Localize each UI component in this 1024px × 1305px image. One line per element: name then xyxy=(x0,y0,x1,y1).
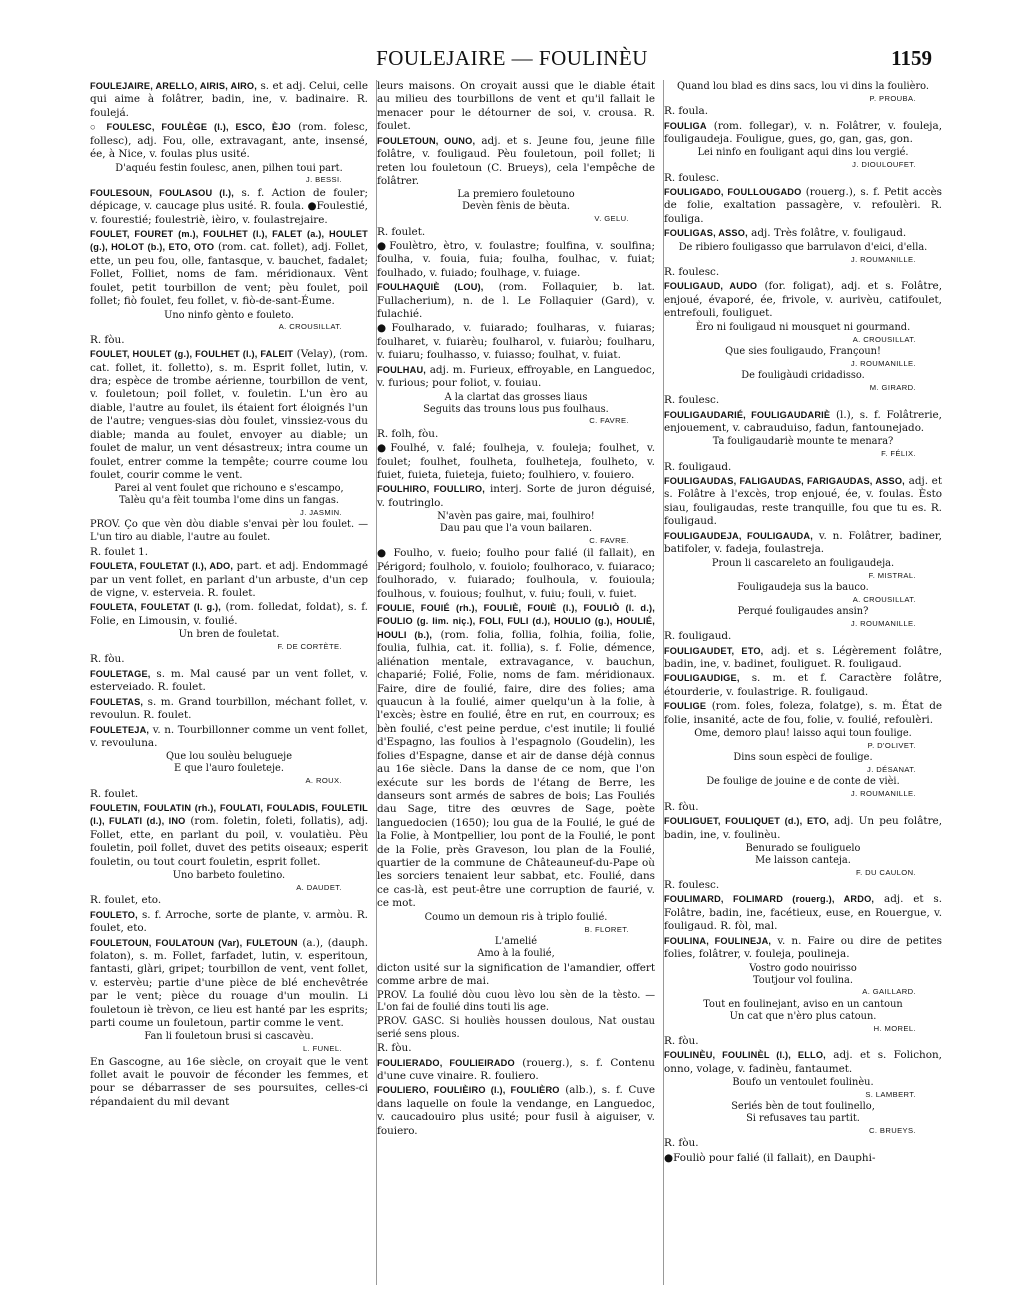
quote-author: A. GAILLARD. xyxy=(862,987,916,997)
dictionary-entry xyxy=(664,1152,942,1165)
quote-line: Que lou soulèu belugueje xyxy=(165,751,293,763)
citation-quote xyxy=(96,870,362,892)
quote-author: A. CROUSILLAT. xyxy=(852,594,916,604)
entry-definition: s. f. Action de fouler; dépicage, v. caucage plus usité. R. foula. ●Foulestié, v. fourestié; foulestriè, ièiro, v. foulastrejaire. xyxy=(90,186,368,226)
quote-author: V. GELU. xyxy=(594,214,629,224)
quote-line: Coumo un demoun ris à triplo foulié. xyxy=(424,911,608,923)
quote-line: D'aquéu festin foulesc, anen, pilhen toui part. xyxy=(115,162,343,174)
dictionary-entry xyxy=(377,80,655,134)
dictionary-entry xyxy=(377,364,655,391)
entry-headword: FOULIGAUDAS, FALIGAUDAS, FARIGAUDAS, ASSO, xyxy=(664,476,905,487)
entry-headword: FOULIERO, FOULIÈIRO (l.), FOULIÈRO xyxy=(377,1085,560,1096)
citation-quote xyxy=(670,436,936,458)
entry-definition: (rom. follegar), v. n. Folâtrer, v. fouleja, fouligaudeja. Fouligue, gues, go, gan, gas, gon. xyxy=(664,119,942,146)
quote-line: Un cat que n'èro plus catoun. xyxy=(729,1010,877,1022)
quote-line: De fouligàudi cridadisso. xyxy=(741,370,865,381)
entry-definition: ●Fouliò pour falié (il fallait), en Dauphi- xyxy=(664,1151,876,1164)
entry-headword: FOULETIN, FOULATIN (rh.), FOULATI, FOULADIS, FOULETIL (l.), FULATI (d.), INO xyxy=(90,802,368,827)
dictionary-entry xyxy=(664,700,942,727)
quote-line: Ome, demoro plau! laisso aqui toun foulige. xyxy=(694,728,912,740)
etymology-reference: R. fòu. xyxy=(664,1137,699,1150)
quote-line: Parei al vent foulet que richouno e s'escampo, xyxy=(114,483,344,495)
entry-definition: (rom. foles, foleza, folatge), s. m. État de folie, insanité, acte de fou, folie, v. foulié, refoulèri. xyxy=(664,700,942,726)
quote-author: C. BRUEYS. xyxy=(868,1126,916,1136)
dictionary-entry xyxy=(90,724,368,751)
proverb: PROV. GASC. Si houliès houssen doulous, Nat oustau serié sens plous. xyxy=(377,1015,655,1040)
page-title: FOULEJAIRE — FOULINÈU xyxy=(376,46,648,70)
dictionary-entry xyxy=(664,409,942,436)
dictionary-entry xyxy=(377,1057,655,1084)
page-number: 1159 xyxy=(891,46,932,70)
etymology-reference: R. foulet. xyxy=(377,225,426,238)
entry-definition: (a.), (dauph. folaton), s. m. Follet, farfadet, lutin, v. esperitoun, fantasti, glàri, gripet; tourbillon de vent, vent follet, v. estervèu; partie d'une pièce de blé enchevêtrée par le vent; pièce du rouage d'un moulin. Li fouletoun iè trèvon, ce lieu est hanté par les esprits; parti coume un fouletoun, partir comme le vent. xyxy=(90,936,368,1030)
quote-author: A. CROUSILLAT. xyxy=(278,322,342,332)
citation-quote xyxy=(96,163,362,185)
entry-headword: FOULETA, FOULETAT (l.), ADO, xyxy=(90,561,234,572)
entry-definition: (rouerg.), s. f. Petit accès de folie, exaltation passagère, v. refoulèri. R. fouliga. xyxy=(664,186,942,225)
citation-quote xyxy=(670,843,936,877)
dictionary-entry xyxy=(90,696,368,723)
quote-line: A la clartat das grosses liaus xyxy=(444,391,588,403)
quote-line: La premiero fouletouno xyxy=(457,189,575,201)
entry-definition: (rom. folia, follia, folhia, foilia, folie, foulia, fulhia, cat. it. follia), s. f. Folie, démence, aliénation mentale, extravagance, v. bauchun, chaparié; Folié, Folie, noms de fam. méridionaux. Faire, dire de foulié, faire, dire des folies; ama quaucun à la foulié, aimer quelqu'un à la folie, à l'excès; èstre en foulié, être en rut, en courroux; es bèn foulié, c'est peine perdue, c'est inutile; li foulié d'Espagno, las foulios à l'espagnolo (Goudelin), les folies d'Espagne, danse et air de danse déjà connus au 16e siècle. Dans la danse de ce nom, que l'on exécute sur les bords de l'étang de Berre, les danseurs sont armés de sabres de bois; Las Fouliés dau Sage, titre des œuvres de Sage, poète languedocien (1650); lou gua de la Foulié, le gué de la Folie, à Montpellier, lou pont de la Foulié, le pont de la Folie, près Graveson, lou plan de la Foulié, quartier de la commune de Châteauneuf-du-Pape où les sorciers tenaient leur sabbat, etc. Foulié, dans ce cas-là, est peut-être une corruption de faurié, v. ce mot. xyxy=(377,628,655,910)
quote-author: J. JASMIN. xyxy=(300,508,342,518)
quote-line: Boufo un ventoulet foulinèu. xyxy=(732,1077,874,1089)
quote-line: Quand lou blad es dins sacs, lou vi dins la foulièro. xyxy=(677,81,929,92)
citation-quote xyxy=(670,370,936,392)
citation-quote xyxy=(383,189,649,223)
dictionary-entry xyxy=(377,962,655,989)
entry-headword: FOULIGA xyxy=(664,120,707,131)
entry-definition: (rom. cat. follet), adj. Follet, ette, un peu fou, olle, fantasque, v. bauchet, fadalet; Follet, Folliet, noms de fam. méridionaux. Vènt foulet, petit tourbillon de vent; pèu foulet, poil follet; fiò foulet, feu follet, v. fiò-de-sant-Éume. xyxy=(90,241,368,308)
running-header xyxy=(0,40,1024,80)
entry-headword: FOULHAU, xyxy=(377,364,427,375)
entry-definition: adj. Un peu folâtre, badin, ine, v. foulinèu. xyxy=(664,815,942,841)
entry-headword: FOULIGAUDEJA, FOULIGAUDA, xyxy=(664,530,813,541)
entry-headword: FOULHAQUIÈ (LOU), xyxy=(377,282,484,293)
quote-line: Tout en foulinejant, aviso en un cantoun xyxy=(703,998,903,1010)
entry-definition: (rom. Follaquier, b. lat. Fullacherium), n. de l. Le Follaquier (Gard), v. fulachié. xyxy=(377,281,655,321)
entry-headword: FOULETAS, xyxy=(90,696,144,707)
dictionary-entry xyxy=(664,935,942,962)
dictionary-entry xyxy=(664,280,942,320)
quote-line: Que sies fouligaudo, Françoun! xyxy=(725,345,881,357)
etymology-reference: R. foulet. xyxy=(90,787,139,800)
etymology-reference: R. fòu. xyxy=(377,1042,412,1055)
entry-headword: FOULIGAUD, AUDO xyxy=(664,281,758,292)
quote-line: Perqué fouligaudes ansin? xyxy=(737,605,869,617)
entry-definition: ●Foulharado, v. fuiarado; foulharas, v. fuiaras; foulharet, v. fuiarèu; foulharol, v. fuiaròu; foulharu, v. fuiaru; foulhasso, v. fuiasso; foulhat, v. fuiat. xyxy=(377,322,655,362)
quote-author: S. LAMBERT. xyxy=(865,1090,916,1100)
quote-author: J. BESSI. xyxy=(305,175,342,185)
entry-definition: (rouerg.), s. f. Contenu d'une cuve vinaire. R. fouliero. xyxy=(377,1056,655,1082)
quote-line: E que l'auro fouleteje. xyxy=(174,763,284,775)
dictionary-entry xyxy=(664,1049,942,1076)
etymology-reference: R. foulet, eto. xyxy=(90,894,162,907)
entry-headword: FOULIGAUDET, ETO, xyxy=(664,645,764,656)
etymology-reference: R. fòu. xyxy=(664,800,699,813)
citation-quote xyxy=(96,1031,362,1053)
quote-line: Vostro godo nouirisso xyxy=(749,962,857,974)
dictionary-entry xyxy=(377,547,655,601)
citation-quote xyxy=(670,963,936,997)
entry-headword: FOULINA, FOULINEJA, xyxy=(664,935,772,946)
dictionary-entry xyxy=(90,909,368,936)
quote-author: P. PROUBA. xyxy=(869,93,916,103)
quote-line: Benurado se fouliguelo xyxy=(745,842,861,854)
entry-headword: FOULETOUN, FOULATOUN (Var), FULETOUN xyxy=(90,937,298,948)
entry-definition: En Gascogne, au 16e siècle, on croyait que le vent follet avait le pouvoir de féconder les femmes, et pour se débarrasser de ses poursuites, celles-ci répandaient du mil devant xyxy=(90,1055,368,1108)
entry-definition: adj. m. Furieux, effroyable, en Languedoc, v. furious; pour foliot, v. fouiau. xyxy=(377,363,655,390)
citation-quote xyxy=(383,511,649,545)
citation-quote xyxy=(670,81,936,103)
etymology-reference: R. foulesc. xyxy=(664,171,720,184)
quote-author: C. FAVRE. xyxy=(589,416,629,426)
entry-definition: s. m. Mal causé par un vent follet, v. esterveiado. R. foulet. xyxy=(90,667,368,694)
column-right xyxy=(663,80,942,1285)
citation-quote xyxy=(670,147,936,169)
dictionary-entry xyxy=(377,240,655,280)
quote-author: C. FAVRE. xyxy=(589,536,629,546)
dictionary-entry xyxy=(664,475,942,529)
etymology-reference: R. foulet 1. xyxy=(90,545,149,558)
quote-author: J. ROUMANILLE. xyxy=(850,254,916,264)
dictionary-entry xyxy=(90,601,368,628)
entry-definition: adj. et s. Légèrement folâtre, badin, ine, v. badinet, fouliguet. R. fouligaud. xyxy=(664,644,942,670)
entry-definition: adj. et s. Jeune fou, jeune fille folâtre, v. fouligaud. Pèu fouletoun, poil follet; li reten lou fouletoun (C. Brueys), cela l'empêche de folâtrer. xyxy=(377,134,655,187)
entry-headword: FOULIGE xyxy=(664,701,707,712)
quote-line: Seriés bèn de tout foulinello, xyxy=(731,1101,875,1113)
quote-author: J. DÉSANAT. xyxy=(867,765,916,775)
text-columns xyxy=(90,80,942,1285)
etymology-reference: R. fòu. xyxy=(664,1034,699,1047)
quote-line: Uno barbeto fouletino. xyxy=(172,870,286,882)
entry-definition: (rom. folesc, follesc), adj. Fou, olle, extravagant, ante, insensé, ée, à Nice, v. foulas plus usité. xyxy=(90,121,368,161)
dictionary-entry xyxy=(664,815,942,842)
quote-author: F. MISTRAL. xyxy=(868,570,916,580)
dictionary-entry xyxy=(377,322,655,362)
dictionary-entry xyxy=(664,530,942,557)
quote-line: Dau pau que l'a voun bailaren. xyxy=(439,523,593,535)
quote-author: M. GIRARD. xyxy=(869,382,916,392)
citation-quote xyxy=(670,752,936,774)
entry-headword: FOULIERADO, FOULIEIRADO xyxy=(377,1057,515,1068)
entry-definition: ●Foulètro, ètro, v. foulastre; foulfina, v. soulfina; foulha, v. fouia, fuia; foulha, foulhac, v. fuiat; foulhado, v. fuiado; foulhage, v. fuiage. xyxy=(377,239,655,279)
quote-author: J. ROUMANILLE. xyxy=(850,618,916,628)
dictionary-entry xyxy=(664,893,942,933)
dictionary-entry xyxy=(90,668,368,695)
column-middle xyxy=(376,80,655,1285)
entry-headword: FOULIE, FOUIÉ (rh.), FOULIÈ, FOUIÈ (l.), FOULIÒ (l. d.), FOULIO (g. lim. niç.), FOLI, FULI (d.), HOULIO (g.), HOULIÉ, HOULI (b.), xyxy=(377,603,655,640)
quote-line: Amo à la foulié, xyxy=(477,947,555,959)
quote-line: Dins soun espèci de foulige. xyxy=(733,752,873,764)
quote-line: Fouligaudeja sus la bauco. xyxy=(737,581,869,593)
dictionary-entry xyxy=(377,602,655,911)
quote-author: F. DE CORTÈTE. xyxy=(277,642,342,652)
dictionary-entry xyxy=(90,228,368,309)
proverb: PROV. Ço que vèn dòu diable s'envai pèr lou foulet. — L'un tiro au diable, l'autre au foulet. xyxy=(90,519,368,544)
dictionary-entry xyxy=(664,120,942,147)
entry-definition: s. m. et f. Caractère folâtre, étourderie, v. foulastrige. R. fouligaud. xyxy=(664,672,942,698)
entry-definition: (for. foligat), adj. et s. Folâtre, enjoué, évaporé, ée, frivole, v. aurivèu, catifoulet, entrefouli, fouliguet. xyxy=(664,280,942,320)
proverb: PROV. La foulié dòu cuou lèvo lou sèn de la tèsto. — L'on fai de foulié dins touti lis age. xyxy=(377,989,655,1014)
entry-headword: FOULETO, xyxy=(90,909,138,920)
quote-line: Proun li cascareleto an fouligaudeja. xyxy=(711,557,895,569)
dictionary-entry xyxy=(90,937,368,1031)
etymology-reference: R. fòu. xyxy=(90,653,125,666)
entry-definition: dicton usité sur la signification de l'amandier, offert comme arbre de mai. xyxy=(377,961,655,988)
etymology-reference: R. fòu. xyxy=(90,333,125,346)
entry-headword: FOULESOUN, FOULASOU (l.), xyxy=(90,187,234,198)
entry-definition: ● Foulho, v. fueio; foulho pour falié (il fallait), en Périgord; foulholo, v. fouiolo; foulhoraco, v. fuiaraco; foulhorado, v. fuiarado; foulhoula, v. fouioula; foulhous, v. fouious; foulhut, v. fuiu; fouli, v. fuiet. xyxy=(377,547,655,600)
citation-quote xyxy=(670,322,936,344)
entry-headword: FOULIGUET, FOULIQUET (d.), ETO, xyxy=(664,816,830,827)
entry-definition: (Velay), (rom. cat. follet, it. folletto), s. m. Esprit follet, lutin, v. dra; espèce de trombe aérienne, tourbillon de vent, v. fouletoun; poil follet, v. fouletin. L'un èro au diable, l'autre au foulet, ils étaient fort éloignés l'un de l'autre; vengues-sias dòu foulet, vinssiez-vous du diable; manda au foulet, envoyer au diable; un foulet de malur, un vent désastreux; intra coume un foulet, entrer comme la tempête; courre coume lou foulet, courir comme le vent. xyxy=(90,348,368,481)
quote-author: P. D'OLIVET. xyxy=(867,741,916,751)
dictionary-entry xyxy=(664,227,942,240)
entry-definition: v. n. Tourbillonner comme un vent follet, v. revouluna. xyxy=(90,723,368,749)
entry-headword: FOULIGAS, ASSO, xyxy=(664,228,748,239)
quote-line: Devèn fènis de bèuta. xyxy=(462,201,570,213)
entry-definition: adj. et s. Folichon, onno, volage, v. fadinèu, fantaumet. xyxy=(664,1049,942,1075)
citation-quote xyxy=(670,776,936,798)
etymology-reference: R. foulesc. xyxy=(664,265,720,278)
dictionary-entry xyxy=(90,348,368,482)
dictionary-entry xyxy=(90,121,368,161)
entry-headword: FOULETAGE, xyxy=(90,668,151,679)
entry-definition: v. n. Faire ou dire de petites folies, folâtrer, v. fouleja, poulineja. xyxy=(664,934,942,961)
entry-definition: s. m. Grand tourbillon, méchant follet, v. revoulun. R. foulet. xyxy=(90,695,368,722)
citation-quote xyxy=(670,242,936,264)
quote-line: Lei ninfo en fouligant aqui dins lou vergié. xyxy=(697,147,909,159)
quote-line: Fan li fouletoun brusi si cascavèu. xyxy=(144,1031,314,1043)
etymology-reference: R. folh, fòu. xyxy=(377,427,439,440)
quote-author: H. MOREL. xyxy=(873,1023,916,1033)
entry-definition: leurs maisons. On croyait aussi que le diable était au milieu des tourbillons de vent et qu'il fallait le menacer pour le détourner de soi, v. crousa. R. foulet. xyxy=(377,80,655,133)
dictionary-entry xyxy=(377,1084,655,1138)
entry-headword: FOULETA, FOULETAT (l. g.), xyxy=(90,602,222,613)
entry-headword: ○ FOULESC, FOULÈGE (l.), ESCO, ÈJO xyxy=(90,122,291,133)
dictionary-entry xyxy=(377,483,655,510)
entry-definition: s. et adj. Celui, celle qui aime à folâtrer, badin, ine, v. badinaire. R. foulejá. xyxy=(90,80,368,119)
dictionary-entry xyxy=(90,187,368,227)
entry-headword: FOULETOUN, OUNO, xyxy=(377,135,476,146)
quote-author: L. FUNEL. xyxy=(302,1044,342,1054)
entry-headword: FOULHIRO, FOULLIRO, xyxy=(377,484,486,495)
entry-headword: FOULET, HOULET (g.), FOULHET (l.), FALEIT xyxy=(90,349,294,360)
quote-author: J. DIOULOUFET. xyxy=(852,160,916,170)
dictionary-entry xyxy=(90,80,368,120)
etymology-reference: R. foulesc. xyxy=(664,394,720,407)
entry-definition: adj. et s. Folâtre, badin, ine, facétieux, euse, en Rouergue, v. fouligaud. R. fòl, mal. xyxy=(664,893,942,933)
dictionary-entry xyxy=(664,645,942,672)
quote-author: F. FÉLIX. xyxy=(881,449,916,459)
citation-quote xyxy=(383,936,649,960)
citation-quote xyxy=(96,751,362,785)
entry-headword: FOULINÈU, FOULINÈL (l.), ELLO, xyxy=(664,1050,826,1061)
citation-quote xyxy=(670,1077,936,1099)
quote-line: Ta fouligaudariè mounte te menara? xyxy=(712,436,894,448)
citation-quote xyxy=(383,392,649,426)
etymology-reference: R. fouligaud. xyxy=(664,630,732,643)
entry-headword: FOULEJAIRE, ARELLO, AIRIS, AIRO, xyxy=(90,81,258,91)
entry-headword: FOULIGAUDARIÉ, FOULIGAUDARIÈ xyxy=(664,409,831,420)
citation-quote xyxy=(383,912,649,934)
quote-line: Toutjour vol foulina. xyxy=(752,974,853,986)
etymology-reference: R. fouligaud. xyxy=(664,460,732,473)
dictionary-entry xyxy=(377,281,655,321)
citation-quote xyxy=(96,310,362,332)
entry-definition: adj. Très folâtre, v. fouligaud. xyxy=(751,227,907,240)
citation-quote xyxy=(670,558,936,580)
entry-definition: part. et adj. Endommagé par un vent follet, en parlant d'un arbuste, d'un cep de vigne, v. esterveia. R. foulet. xyxy=(90,560,368,599)
quote-line: L'amelié xyxy=(494,935,538,947)
entry-definition: (l.), s. f. Folâtrerie, enjouement, v. cabrauduiso, fadun, fantounejado. xyxy=(664,408,942,435)
quote-author: A. CROUSILLAT. xyxy=(852,334,916,344)
entry-headword: FOULETEJA, xyxy=(90,724,150,735)
quote-author: A. DAUDET. xyxy=(296,882,342,892)
citation-quote xyxy=(96,483,362,517)
quote-line: De foulige de jouine e de conte de vièi. xyxy=(706,776,900,788)
dictionary-entry xyxy=(90,1056,368,1110)
dictionary-entry xyxy=(377,442,655,482)
entry-definition: (rom. foletin, foleti, follatis), adj. Follet, ette, en parlant du poil, v. voulatièu. Pèu fouletin, poil follet, duvet des petits oiseaux; esperit fouletin, ou tout court fouletin, esprit follet. xyxy=(90,815,368,868)
quote-line: Seguits das trouns lous pus foulhaus. xyxy=(423,403,609,415)
entry-definition: s. f. Arroche, sorte de plante, v. armòu. R. foulet, eto. xyxy=(90,908,368,935)
etymology-reference: R. foulesc. xyxy=(664,879,720,892)
quote-line: Èro ni fouligaud ni mousquet ni gourmand. xyxy=(695,321,911,333)
citation-quote xyxy=(96,629,362,651)
quote-author: B. FLORET. xyxy=(584,924,629,934)
citation-quote xyxy=(670,606,936,628)
entry-definition: (rom. folledat, foldat), s. f. Folie, en Limousin, v. foulié. xyxy=(90,601,368,627)
quote-line: Un bren de fouletat. xyxy=(178,629,280,641)
entry-headword: FOULIGADO, FOULLOUGADO xyxy=(664,187,802,198)
entry-headword: FOULIMARD, FOLIMARD (rouerg.), ARDO, xyxy=(664,894,875,905)
quote-author: J. ROUMANILLE. xyxy=(850,789,916,799)
entry-definition: v. n. Folâtrer, badiner, batifoler, v. fadeja, foulastreja. xyxy=(664,529,942,556)
quote-line: Talèu qu'a fèit toumba l'ome dins un fangas. xyxy=(118,495,339,507)
column-left xyxy=(90,80,368,1285)
citation-quote xyxy=(670,582,936,604)
entry-headword: FOULET, FOURET (m.), FOULHET (l.), FALET (a.), HOULET (g.), HOLOT (b.), ETO, OTO xyxy=(90,228,368,253)
entry-definition: ●Foulhé, v. falé; foulheja, v. fouleja; foulhet, v. foulet; foulhet, foulheta, foulheteja, foulheto, v. fuiet, fuieta, fuieteja, fuieto; foulhiero, v. fouiero. xyxy=(377,442,655,481)
quote-author: A. ROUX. xyxy=(305,776,342,786)
quote-line: Me laisson canteja. xyxy=(755,854,851,866)
dictionary-entry xyxy=(664,672,942,699)
entry-headword: FOULIGAUDIGE, xyxy=(664,673,740,684)
dictionary-entry xyxy=(90,560,368,600)
quote-author: F. DU CAULON. xyxy=(855,867,916,877)
quote-line: De ribiero fouligasso que barrulavon d'eici, d'ella. xyxy=(678,241,928,253)
dictionary-entry xyxy=(377,135,655,189)
quote-line: Uno ninfo gènto e fouleto. xyxy=(164,309,294,321)
quote-line: Si refusaves tau partit. xyxy=(746,1113,860,1125)
citation-quote xyxy=(670,1101,936,1135)
quote-author: J. ROUMANILLE. xyxy=(850,358,916,368)
entry-definition: adj. et s. Folâtre à l'excès, trop enjoué, ée, v. foulas. Èsto siau, fouligaudas, reste tranquille, fou que tu es. R. fouligaud. xyxy=(664,475,942,528)
entry-definition: (alb.), s. f. Cuve dans laquelle on foule la vendange, en Languedoc, v. caucadouiro plus usité; pour fusil à aiguiser, v. fouiero. xyxy=(377,1084,655,1137)
citation-quote xyxy=(670,999,936,1033)
dictionary-entry xyxy=(90,802,368,869)
dictionary-entry xyxy=(664,186,942,226)
entry-definition: interj. Sorte de juron déguisé, v. foutringlo. xyxy=(377,483,655,509)
quote-line: N'avèn pas gaire, mai, foulhiro! xyxy=(437,511,595,523)
etymology-reference: R. foula. xyxy=(664,105,709,118)
citation-quote xyxy=(670,346,936,368)
citation-quote xyxy=(670,728,936,750)
